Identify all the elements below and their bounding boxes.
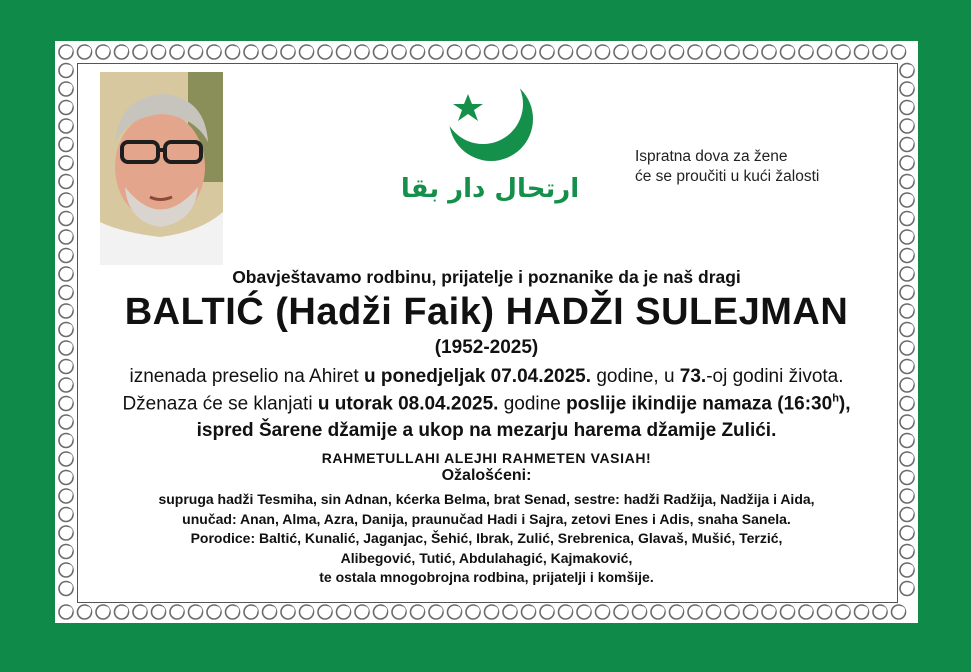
border-ornament-icon <box>905 65 913 73</box>
border-ornament-icon <box>601 46 609 54</box>
mourners-line: supruga hadži Tesmiha, sin Adnan, kćerka Belma, brat Senad, sestre: hadži Radžija, Nadžija i Aida, <box>158 491 815 507</box>
border-ornament-icon <box>64 83 72 91</box>
border-ornament-icon <box>564 46 572 54</box>
border-ornament-icon <box>342 606 350 614</box>
border-ornament-icon <box>64 46 72 54</box>
border-ornament-icon <box>749 606 757 614</box>
obituary-card <box>55 41 918 623</box>
burial-location: ispred Šarene džamije a ukop na mezarju harema džamije Zulići. <box>196 420 777 441</box>
border-ornament-icon <box>905 157 913 165</box>
border-ornament-icon <box>693 606 701 614</box>
deceased-name: BALTIĆ (Hadži Faik) HADŽI SULEJMAN <box>124 291 849 333</box>
border-ornament-icon <box>397 606 405 614</box>
border-ornament-icon <box>619 606 627 614</box>
border-ornament-icon <box>656 46 664 54</box>
border-ornament-icon <box>730 46 738 54</box>
border-ornament-icon <box>638 606 646 614</box>
border-ornament-icon <box>83 606 91 614</box>
notice-line-1: Ispratna dova za žene <box>635 148 788 165</box>
notice-line-2: će se proučiti u kući žalosti <box>635 168 820 185</box>
border-ornament-icon <box>905 250 913 258</box>
border-ornament-icon <box>582 46 590 54</box>
border-ornament-icon <box>730 606 738 614</box>
border-ornament-icon <box>64 606 72 614</box>
border-ornament-icon <box>212 46 220 54</box>
border-ornament-icon <box>897 606 905 614</box>
border-ornament-icon <box>305 46 313 54</box>
arabic-calligraphy: ارتحال دار بقا <box>400 174 580 204</box>
border-ornament-icon <box>249 606 257 614</box>
mourners-title: Ožalošćeni: <box>441 467 532 484</box>
mourners-list <box>55 490 918 588</box>
border-ornament-icon <box>360 606 368 614</box>
border-ornament-icon <box>601 606 609 614</box>
border-ornament-icon <box>545 606 553 614</box>
border-ornament-icon <box>619 46 627 54</box>
border-ornament-icon <box>471 46 479 54</box>
border-ornament-icon <box>860 46 868 54</box>
border-ornament-icon <box>841 46 849 54</box>
border-ornament-icon <box>305 606 313 614</box>
border-ornament-icon <box>490 606 498 614</box>
funeral-line: Dženaza će se klanjati u utorak 08.04.2025. godine poslije ikindije namaza (16:30$^h$), <box>122 393 851 415</box>
border-ornament-icon <box>656 606 664 614</box>
border-ornament-icon <box>508 606 516 614</box>
border-ornament-icon <box>64 176 72 184</box>
border-ornament-icon <box>286 46 294 54</box>
portrait-photo <box>100 72 223 265</box>
border-ornament-icon <box>175 46 183 54</box>
border-ornament-icon <box>434 606 442 614</box>
border-ornament-icon <box>675 46 683 54</box>
border-ornament-icon <box>897 46 905 54</box>
border-ornament-icon <box>712 46 720 54</box>
border-ornament-icon <box>693 46 701 54</box>
announcement: Obavještavamo rodbinu, prijatelje i poznanike da je naš dragi <box>232 267 741 287</box>
border-ornament-icon <box>101 46 109 54</box>
border-ornament-icon <box>545 46 553 54</box>
mourners-line: te ostala mnogobrojna rodbina, prijatelji i komšije. <box>319 569 654 585</box>
border-ornament-icon <box>64 139 72 147</box>
border-ornament-icon <box>905 213 913 221</box>
border-ornament-icon <box>120 46 128 54</box>
border-ornament-icon <box>157 46 165 54</box>
border-ornament-icon <box>268 606 276 614</box>
border-ornament-icon <box>712 606 720 614</box>
border-ornament-icon <box>878 46 886 54</box>
border-ornament-icon <box>64 120 72 128</box>
border-ornament-icon <box>905 176 913 184</box>
border-ornament-icon <box>157 606 165 614</box>
border-ornament-icon <box>64 231 72 239</box>
border-ornament-icon <box>101 606 109 614</box>
border-ornament-icon <box>878 606 886 614</box>
border-ornament-icon <box>905 139 913 147</box>
border-ornament-icon <box>212 606 220 614</box>
border-ornament-icon <box>64 65 72 73</box>
border-ornament-icon <box>379 606 387 614</box>
border-ornament-icon <box>138 46 146 54</box>
border-ornament-icon <box>194 606 202 614</box>
border-ornament-icon <box>471 606 479 614</box>
border-ornament-icon <box>323 606 331 614</box>
border-ornament-icon <box>767 46 775 54</box>
border-ornament-icon <box>64 194 72 202</box>
border-ornament-icon <box>231 46 239 54</box>
border-ornament-icon <box>416 46 424 54</box>
mourners-line: Porodice: Baltić, Kunalić, Jaganjac, Šehić, Ibrak, Zulić, Srebrenica, Glavaš, Mušić, Terzić, <box>190 530 783 546</box>
border-ornament-icon <box>527 606 535 614</box>
border-ornament-icon <box>564 606 572 614</box>
border-ornament-icon <box>323 46 331 54</box>
border-ornament-icon <box>175 606 183 614</box>
border-ornament-icon <box>83 46 91 54</box>
border-ornament-icon <box>379 46 387 54</box>
border-ornament-icon <box>905 120 913 128</box>
border-ornament-icon <box>360 46 368 54</box>
border-ornament-icon <box>675 606 683 614</box>
life-years: (1952-2025) <box>434 337 539 358</box>
border-ornament-icon <box>64 213 72 221</box>
border-ornament-icon <box>64 157 72 165</box>
border-ornament-icon <box>860 606 868 614</box>
death-line: iznenada preselio na Ahiret u ponedjeljak 07.04.2025. godine, u 73.-oj godini života. <box>129 366 844 387</box>
border-ornament-icon <box>823 46 831 54</box>
border-ornament-icon <box>905 194 913 202</box>
notice-text <box>635 147 895 187</box>
border-ornament-icon <box>397 46 405 54</box>
border-ornament-icon <box>416 606 424 614</box>
border-ornament-icon <box>767 606 775 614</box>
border-ornament-icon <box>249 46 257 54</box>
border-ornament-icon <box>749 46 757 54</box>
border-ornament-icon <box>905 231 913 239</box>
border-ornament-icon <box>490 46 498 54</box>
border-ornament-icon <box>786 606 794 614</box>
border-ornament-icon <box>823 606 831 614</box>
border-ornament-icon <box>120 606 128 614</box>
border-ornament-icon <box>268 46 276 54</box>
border-ornament-icon <box>527 46 535 54</box>
crescent-star-emblem <box>400 77 580 222</box>
border-ornament-icon <box>453 46 461 54</box>
border-ornament-icon <box>786 46 794 54</box>
border-ornament-icon <box>841 606 849 614</box>
border-ornament-icon <box>138 606 146 614</box>
border-ornament-icon <box>508 46 516 54</box>
border-ornament-icon <box>804 606 812 614</box>
border-ornament-icon <box>804 46 812 54</box>
border-ornament-icon <box>905 102 913 110</box>
border-ornament-icon <box>582 606 590 614</box>
mourners-line: Alibegović, Tutić, Abdulahagić, Kajmaković, <box>340 549 633 566</box>
border-ornament-icon <box>194 46 202 54</box>
border-ornament-icon <box>342 46 350 54</box>
border-ornament-icon <box>286 606 294 614</box>
mourners-line: unučad: Anan, Alma, Azra, Danija, praunučad Hadi i Sajra, zetovi Enes i Adis, snaha Sanela. <box>182 510 791 527</box>
border-ornament-icon <box>905 83 913 91</box>
prayer-text: RAHMETULLAHI ALEJHI RAHMETEN VASIAH! <box>321 450 652 466</box>
border-ornament-icon <box>638 46 646 54</box>
border-ornament-icon <box>231 606 239 614</box>
border-ornament-icon <box>434 46 442 54</box>
border-ornament-icon <box>453 606 461 614</box>
border-ornament-icon <box>64 102 72 110</box>
border-ornament-icon <box>64 250 72 258</box>
